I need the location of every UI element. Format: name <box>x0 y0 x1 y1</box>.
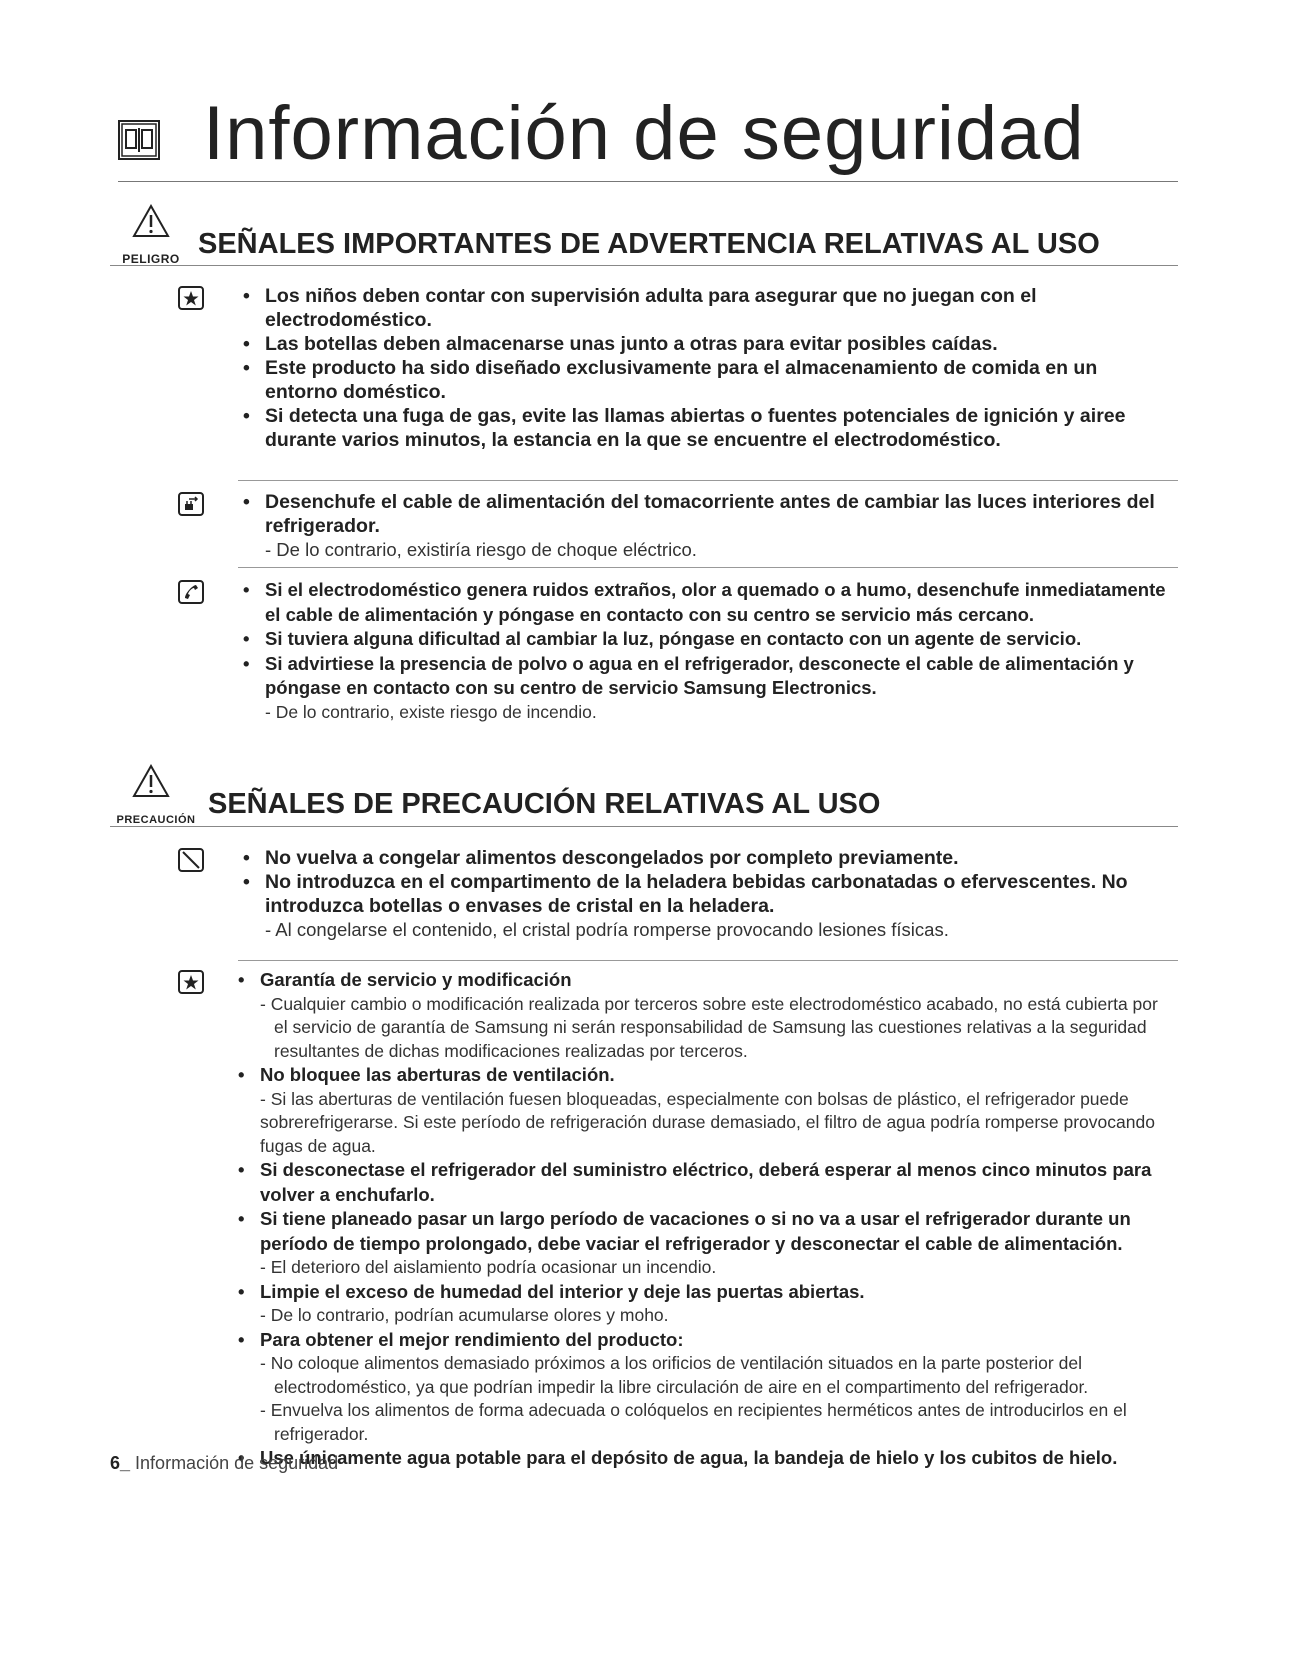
list-item: • Si tiene planeado pasar un largo período de vacaciones o si no va a usar el refrigerador durante un período de tiempo prolongado, debe vaciar el refrigerador y desconectar el cable de alimentación. - El deterioro del aislamiento podría ocasionar un incendio. <box>238 1207 1176 1280</box>
star-box-icon <box>178 970 204 994</box>
page-header <box>118 91 1178 190</box>
title-divider <box>118 181 1178 182</box>
danger-label: PELIGRO <box>122 252 180 266</box>
item-note: - De lo contrario, existiría riesgo de choque eléctrico. <box>265 539 697 560</box>
group-divider <box>238 960 1178 961</box>
list-item: • Si advirtiese la presencia de polvo o agua en el refrigerador, desconecte el cable de alimentación y póngase en contacto con su centro de servicio Samsung Electronics. - De lo contrario, existe riesgo de incendio. <box>243 652 1173 725</box>
phone-box-icon <box>178 580 204 604</box>
list-item: • Las botellas deben almacenarse unas junto a otras para evitar posibles caídas. <box>243 332 1173 356</box>
item-note: - De lo contrario, podrían acumularse olores y moho. <box>260 1305 669 1325</box>
list-item: • Si desconectase el refrigerador del suministro eléctrico, deberá esperar al menos cinco minutos para volver a enchufarlo. <box>238 1158 1176 1207</box>
page-title: Información de seguridad <box>203 91 1085 176</box>
danger-badge <box>110 204 192 266</box>
list-item: • No introduzca en el compartimento de la heladera bebidas carbonatadas o efervescentes. No introduzca botellas o envases de cristal en la heladera. - Al congelarse el contenido, el cristal podría romperse provocando lesiones físicas. <box>243 870 1173 942</box>
list-item: • Limpie el exceso de humedad del interior y deje las puertas abiertas. - De lo contrario, podrían acumularse olores y moho. <box>238 1280 1176 1328</box>
page-footer <box>110 1453 338 1474</box>
list-item: • Si el electrodoméstico genera ruidos extraños, olor a quemado o a humo, desenchufe inmediatamente el cable de alimentación y póngase en contacto con su centro se servicio más cercano. <box>243 578 1173 627</box>
list-item: • Si detecta una fuga de gas, evite las llamas abiertas o fuentes potenciales de ignición y airee durante varios minutos, la estancia en la que se encuentre el electrodoméstico. <box>243 404 1173 452</box>
footer-section-name: Información de seguridad <box>135 1453 339 1473</box>
warning-triangle-icon <box>132 204 170 238</box>
list-item: • Garantía de servicio y modificación - Cualquier cambio o modificación realizada por terceros sobre este electrodoméstico acabado, no está cubierta por el servicio de garantía de Samsung ni serán responsabilidad de Samsung las cuestiones relativas a la seguridad resultantes de dichas modificaciones realizadas por terceros. <box>238 968 1176 1063</box>
list-item: • Use únicamente agua potable para el depósito de agua, la bandeja de hielo y los cubitos de hielo. <box>238 1446 1176 1471</box>
star-box-icon <box>178 286 204 310</box>
caution-section-header <box>110 764 1178 834</box>
warning-triangle-icon <box>132 764 170 798</box>
danger-heading: SEÑALES IMPORTANTES DE ADVERTENCIA RELATIVAS AL USO <box>198 228 1100 260</box>
group-divider <box>238 480 1178 481</box>
list-item: • Para obtener el mejor rendimiento del producto: - No coloque alimentos demasiado próximos a los orificios de ventilación situados en la parte posterior del electrodoméstico, ya que podrían impedir la libre circulación de aire en el compartimento del refrigerador. - Envuelva los alimentos de forma adecuada o colóquelos en recipientes herméticos antes de introducirlos en el refrigerador. <box>238 1328 1176 1447</box>
item-note: - El deterioro del aislamiento podría ocasionar un incendio. <box>260 1257 717 1277</box>
group-divider <box>238 567 1178 568</box>
list-item: • Este producto ha sido diseñado exclusivamente para el almacenamiento de comida en un entorno doméstico. <box>243 356 1173 404</box>
book-icon <box>118 120 160 160</box>
caution-heading-divider <box>110 826 1178 827</box>
prohibited-box-icon <box>178 848 204 872</box>
list-item: • Los niños deben contar con supervisión adulta para asegurar que no juegan con el electrodoméstico. <box>243 284 1173 332</box>
list-item: • Desenchufe el cable de alimentación del tomacorriente antes de cambiar las luces interiores del refrigerador. - De lo contrario, existiría riesgo de choque eléctrico. <box>243 490 1173 562</box>
danger-heading-divider <box>110 265 1178 266</box>
item-note: - Cualquier cambio o modificación realizada por terceros sobre este electrodoméstico acabado, no está cubierta por el servicio de garantía de Samsung ni serán responsabilidad de Samsung las cuestiones relativas a la seguridad resultantes de dichas modificaciones realizadas por terceros. <box>260 993 1158 1061</box>
item-note: - No coloque alimentos demasiado próximos a los orificios de ventilación situados en la parte posterior del electrodoméstico, ya que podrían impedir la libre circulación de aire en el compartimento del refrigerador. <box>260 1353 1089 1397</box>
item-note: - Al congelarse el contenido, el cristal podría romperse provocando lesiones físicas. <box>265 919 949 940</box>
danger-section-header <box>110 204 1178 274</box>
page-number: 6_ <box>110 1453 131 1473</box>
item-note: - Si las aberturas de ventilación fuesen bloqueadas, especialmente con bolsas de plástico, el refrigerador puede sobrerefrigerarse. Si este período de refrigeración durase demasiado, el filtro de agua podría romperse provocando fugas de agua. <box>260 1088 1155 1156</box>
caution-badge <box>110 764 202 826</box>
item-note: - De lo contrario, existe riesgo de incendio. <box>265 701 597 722</box>
unplug-box-icon <box>178 492 204 516</box>
list-item: • No vuelva a congelar alimentos descongelados por completo previamente. <box>243 846 1173 870</box>
item-note: - Envuelva los alimentos de forma adecuada o colóquelos en recipientes herméticos antes de introducirlos en el refrigerador. <box>260 1400 1127 1444</box>
list-item: • No bloquee las aberturas de ventilación. - Si las aberturas de ventilación fuesen bloqueadas, especialmente con bolsas de plástico, el refrigerador puede sobrerefrigerarse. Si este período de refrigeración durase demasiado, el filtro de agua podría romperse provocando fugas de agua. <box>238 1063 1176 1158</box>
caution-label: PRECAUCIÓN <box>116 814 196 826</box>
caution-heading: SEÑALES DE PRECAUCIÓN RELATIVAS AL USO <box>208 788 881 820</box>
list-item: • Si tuviera alguna dificultad al cambiar la luz, póngase en contacto con un agente de servicio. <box>243 627 1173 652</box>
